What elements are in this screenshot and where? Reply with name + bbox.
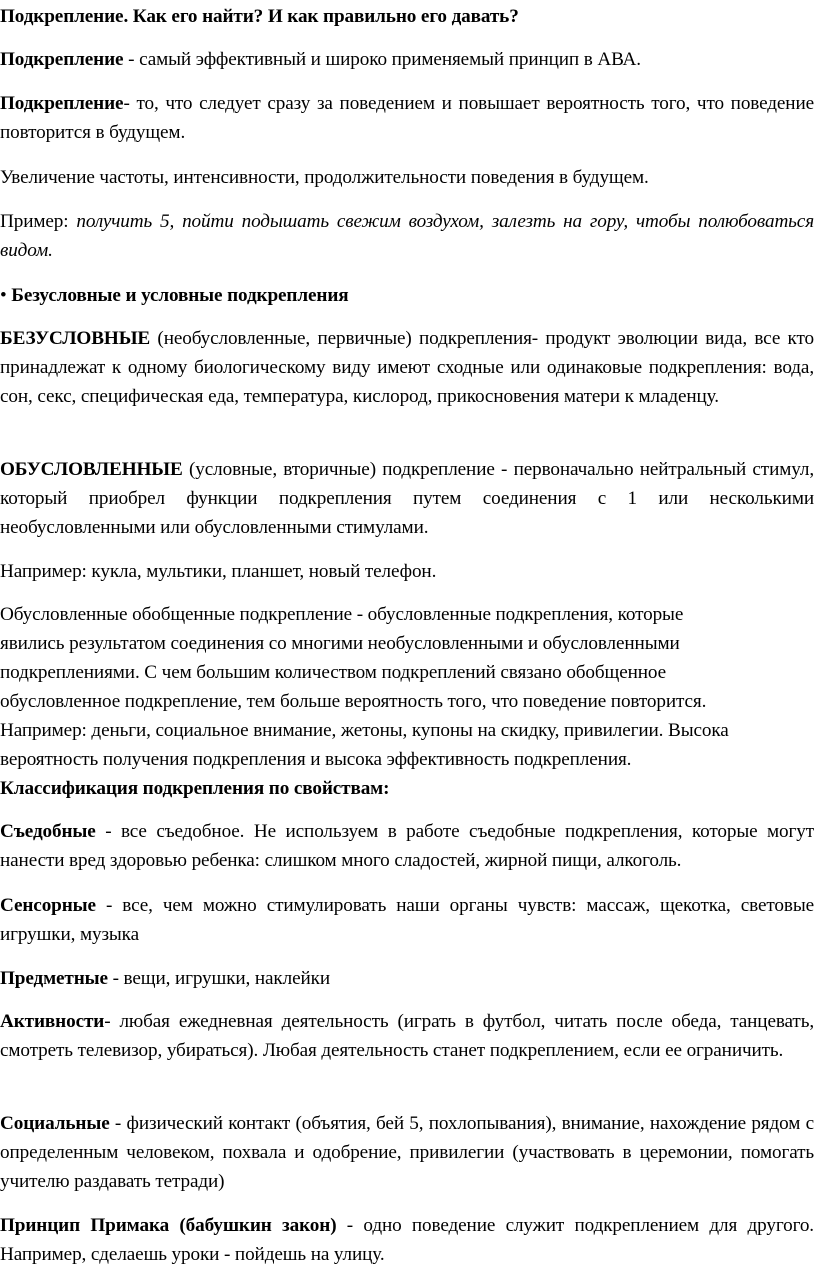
term-premack: Принцип Примака (бабушкин закон): [0, 1215, 337, 1236]
edible-text: - все съедобное. Не используем в работе съедобные подкрепления, которые могут нанести вред здоровью ребенка: слишком много сладостей, жирной пищи, алкоголь.: [0, 821, 814, 871]
activities-text: - любая ежедневная деятельность (играть в футбол, читать после обеда, танцевать, смотреть телевизор, убираться). Любая деятельность станет подкреплением, если ее ограничить.: [0, 1011, 814, 1061]
conditioned-text: (условные, вторичные) подкрепление - первоначально нейтральный стимул, который приобрел функции подкрепления путем соединения с 1 или несколькими необусловленными или обусловленными стимулами.: [0, 459, 814, 538]
paragraph-sensory: [0, 891, 814, 949]
paragraph-conditioned: [0, 455, 814, 542]
generalized-line: обусловленное подкрепление, тем больше вероятность того, что поведение повторится.: [0, 691, 707, 712]
paragraph-edible: [0, 817, 814, 875]
paragraph-activities: [0, 1007, 814, 1065]
paragraph-increase: [0, 163, 814, 192]
term-edible: Съедобные: [0, 821, 96, 842]
paragraph-material: [0, 964, 814, 993]
term-reinforcement-2: Подкрепление: [0, 93, 124, 114]
section-heading-classification: [0, 774, 814, 803]
generalized-line: подкреплениями. С чем большим количеством подкреплений связано обобщенное: [0, 662, 667, 683]
example-label: Пример:: [0, 211, 77, 232]
term-sensory: Сенсорные: [0, 895, 96, 916]
paragraph-definition-1: [0, 45, 814, 74]
generalized-line: вероятность получения подкрепления и высока эффективность подкрепления.: [0, 749, 632, 770]
paragraph-conditioned-example: [0, 557, 814, 586]
paragraph-definition-2: [0, 89, 814, 147]
premack-text: - одно поведение служит подкреплением для другого. Например, сделаешь уроки - пойдешь на улицу.: [0, 1215, 814, 1265]
bullet-marker: •: [0, 285, 12, 306]
increase-text: Увеличение частоты, интенсивности, продолжительности поведения в будущем.: [0, 167, 649, 188]
generalized-line: Обусловленные обобщенные подкрепление - обусловленные подкрепления, которые: [0, 604, 684, 625]
definition-1-text: - самый эффективный и широко применяемый принцип в АВА.: [123, 49, 641, 70]
classification-heading-text: Классификация подкрепления по свойствам:: [0, 778, 390, 799]
term-material: Предметные: [0, 968, 108, 989]
term-unconditioned: БЕЗУСЛОВНЫЕ: [0, 328, 151, 349]
section-heading-types: [0, 281, 814, 310]
example-text: получить 5, пойти подышать свежим воздухом, залезть на гору, чтобы полюбоваться видом.: [0, 211, 814, 261]
term-reinforcement-1: Подкрепление: [0, 49, 124, 70]
term-social: Социальные: [0, 1113, 110, 1134]
sensory-text: - все, чем можно стимулировать наши органы чувств: массаж, щекотка, световые игрушки, музыка: [0, 895, 814, 945]
term-activities: Активности: [0, 1011, 105, 1032]
paragraph-social: [0, 1109, 814, 1196]
social-text: - физический контакт (объятия, бей 5, похлопывания), внимание, нахождение рядом с определенным человеком, похвала и одобрение, привилегии (участвовать в церемонии, помогать учителю раздавать тетради): [0, 1113, 814, 1192]
document-title: [0, 2, 814, 31]
generalized-line: явились результатом соединения со многими необусловленными и обусловленными: [0, 633, 680, 654]
section-heading-text: Безусловные и условные подкрепления: [11, 285, 349, 306]
generalized-line: Например: деньги, социальное внимание, жетоны, купоны на скидку, привилегии. Высока: [0, 720, 729, 741]
paragraph-generalized: [0, 600, 814, 774]
term-conditioned: ОБУСЛОВЛЕННЫЕ: [0, 459, 183, 480]
material-text: - вещи, игрушки, наклейки: [107, 968, 330, 989]
paragraph-premack: [0, 1211, 814, 1269]
conditioned-example-text: Например: кукла, мультики, планшет, новый телефон.: [0, 561, 437, 582]
unconditioned-text: (необусловленные, первичные) подкрепления- продукт эволюции вида, все кто принадлежат к одному биологическому виду имеют сходные или одинаковые подкрепления: вода, сон, секс, специфическая еда, температура, кислород, прикосновения матери к младенцу.: [0, 328, 814, 407]
paragraph-example: [0, 207, 814, 265]
paragraph-unconditioned: [0, 324, 814, 411]
title-text: Подкрепление. Как его найти? И как правильно его давать?: [0, 6, 519, 27]
definition-2-text: - то, что следует сразу за поведением и повышает вероятность того, что поведение повторится в будущем.: [0, 93, 814, 143]
